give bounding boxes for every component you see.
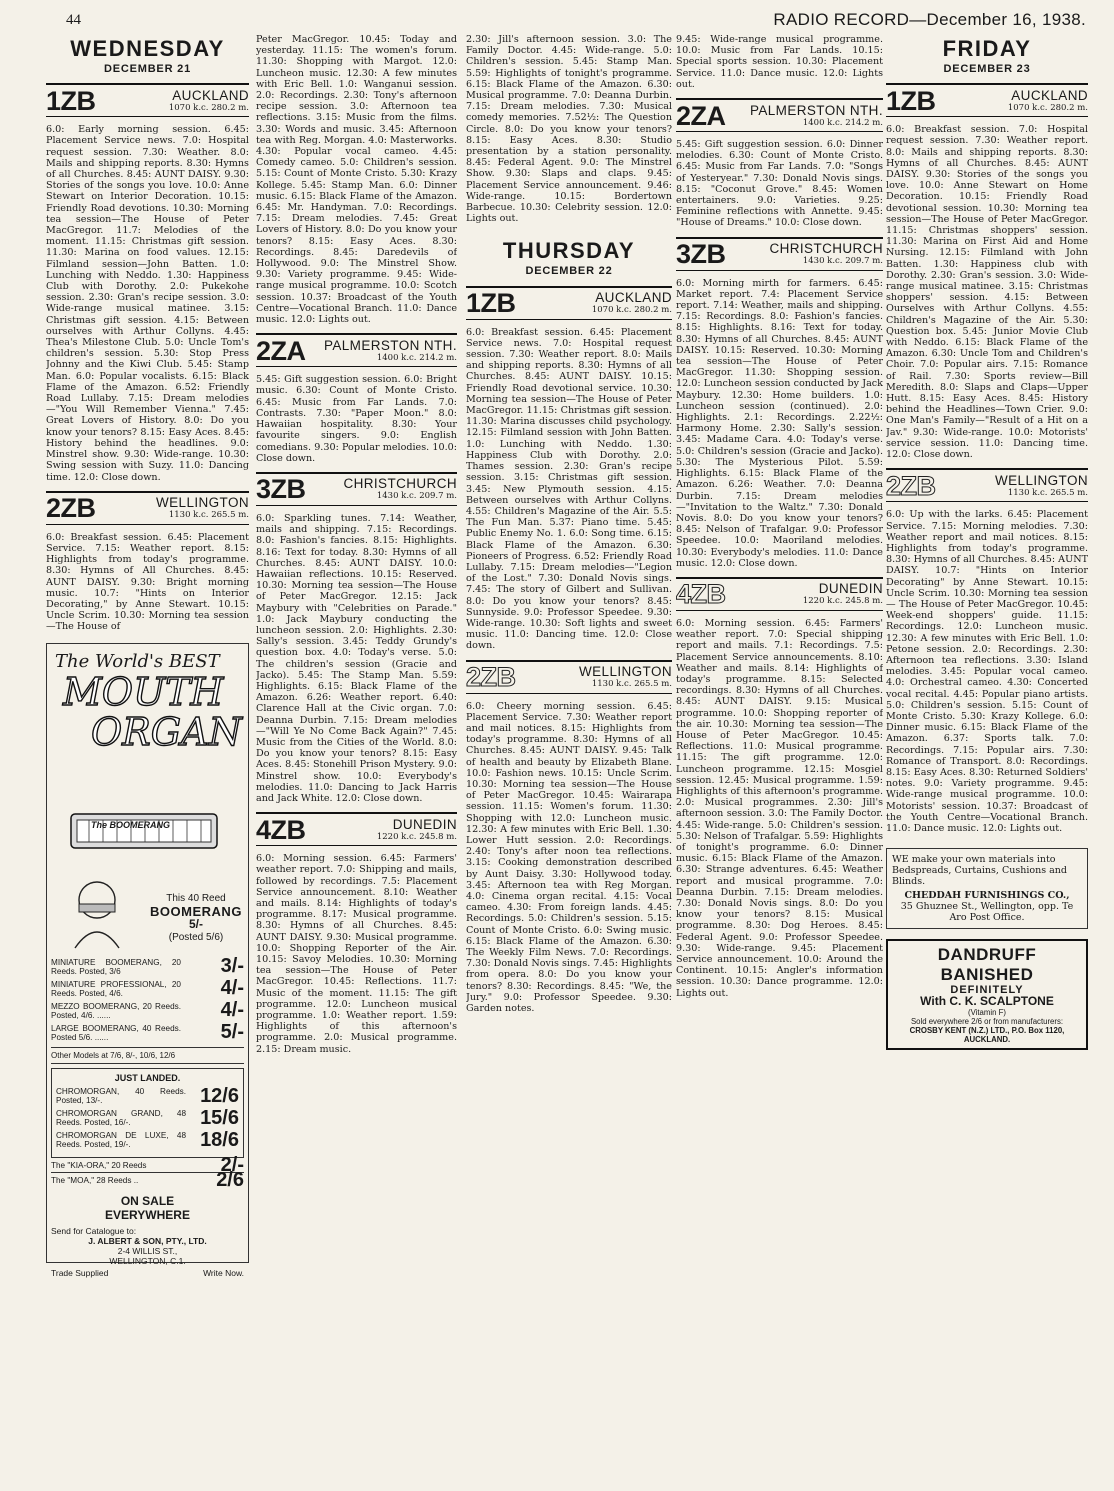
just-landed-box: JUST LANDED. CHROMORGAN, 40 Reeds. Posted, 13/-. 12/6 CHROMORGAN GRAND, 48 Reeds. Posted, 16/-. 15/6 CHROMORGAN DE LUXE, 48 Reeds. Posted, 19/-. 18/6 — [51, 1068, 244, 1158]
station-city: CHRISTCHURCH — [769, 241, 883, 257]
station-frequency: 1430 k.c. 209.7 m. — [802, 256, 883, 267]
station-frequency: 1070 k.c. 280.2 m. — [168, 102, 249, 113]
programme-listing: 6.0: Breakfast session. 6.45: Placement Service. 7.15: Weather report. 8.15: Highlights from today's programme. 8.30: Hymns of All Churches. 8.45: AUNT DAISY. 9.30: Bright morning music. 10.7: "Hints on Interior Decorating," by Anne Stewart. 10.15: Uncle Scrim. 10.30: Morning tea session—The House of — [46, 531, 249, 633]
programme-listing: Peter MacGregor. 10.45: Today and yesterday. 11.15: The women's forum. 11.30: Shopping with Margot. 12.0: Luncheon music. 12.30: A few minutes with Eric Bell. 1.0: Wanganui session. 2.0: Recordings. 2.30: Tony's afternoon recipe session. 3.0: Afternoon tea reflections. 3.15: Music from the films. 3.30: Words and music. 3.45: Afternoon tea with Reg. Morgan. 4.0: Masterworks. 4.30: Popular vocal cameo. 4.45: Comedy cameo. 5.0: Children's session. 5.15: Count of Monte Cristo. 5.30: Krazy Kollege. 5.45: Stamp Man. 6.0: Dinner music. 6.15: Black Flame of the Amazon. 6.45: Mr. Handyman. 7.0: Recordings. 7.15: Dream melodies. 7.45: Great Lovers of History. 8.0: Do you know your tenors? 8.15: Easy Aces. 8.30: Recordings. 8.45: Daredevils of Hollywood. 9.0: The Minstrel Show. 9.30: Variety programme. 9.45: Wide-range musical programme. 10.0: Scotch session. 10.37: Broadcast of the Youth Centre—Vocational Branch. 11.0: Dance music. 12.0: Lights out. — [256, 34, 457, 326]
day-heading-wednesday — [46, 36, 249, 75]
price-row: LARGE BOOMERANG, 40 Reeds. Posted 5/6. ...... 5/- — [51, 1021, 244, 1044]
station-call: 4ZB — [256, 814, 306, 845]
station-call: 1ZB — [46, 85, 96, 116]
station-call: 1ZB — [886, 85, 936, 116]
programme-listing: 6.0: Breakfast session. 6.45: Placement Service news. 7.0: Hospital request session. 7.30: Weather report. 8.0: Mails and shipping reports. 8.30: Hymns of all Churches. 8.45: AUNT DAISY. 10.15: Friendly Road devotional service. 10.30: Morning tea session—The House of Peter MacGregor. 11.15: Christmas gift session. 11.30: Marina discusses child psychology. 12.15: Filmland session with John Batten. 1.0: Lunching with Neddo. 1.30: Happiness Club with Dorothy. 2.0: Thames session. 2.30: Gran's recipe session. 3.15: Christmas gift session. 3.45: New Plymouth session. 4.15: Between ourselves with Arthur Collyns. 4.55: Children's Magazine of the Air. 5.5: The Fun Man. 5.37: Piano time. 5.45: Public Enemy No. 1. 6.0: Song time. 6.15: Black Flame of the Amazon. 6.30: Pioneers of Progress. 6.52: Friendly Road Lullaby. 7.15: Dream melodies—"Legion of the Lost." 7.30: Donald Novis sings. 7.45: The story of Gilbert and Sullivan. 8.0: Do you know your tenors? 8.45: Sunnyside. 9.0: Professor Speedee. 9.30: Wide-range. 10.30: Soft lights and sweet music. 11.0: Dancing time. 12.0: Close down. — [466, 326, 672, 652]
day-title: THURSDAY — [502, 238, 636, 264]
station-call: 2ZB — [886, 470, 936, 501]
station-city: PALMERSTON NTH. — [749, 102, 883, 118]
station-call: 3ZB — [676, 239, 726, 270]
boomerang-offer: This 40 Reed BOOMERANG 5/- (Posted 5/6) — [150, 892, 242, 943]
station-header-1zb — [46, 83, 249, 117]
station-frequency: 1130 k.c. 265.5 m. — [591, 679, 672, 690]
programme-listing: 6.0: Morning session. 6.45: Farmers' weather report. 7.0: Special shipping report and mails. 7.1: Recordings. 7.5: Placement Service announcements. 8.10: Weather and mails. 8.14: Highlights of today's programme. 8.15: Selected recordings. 8.30: Hymns of all Churches. 8.45: AUNT DAISY. 9.15: Musical programme. 10.0: Shopping reporter of the air. 10.30: Morning tea session—The House of Peter MacGregor. 10.45: Reflections. 11.0: Musical programme. 11.15: The gift programme. 12.0: Luncheon programme. 12.15: Mosgiel session. 12.45: Musical programme. 1.59: Highlights of this afternoon's programme. 2.0: Musical programmes. 2.30: Jill's afternoon session. 3.0: The Family Doctor. 4.45: Wide-range. 5.0: Children's session. 5.30: Nelson of Trafalgar. 5.59: Highlights of tonight's programme. 6.0: Dinner music. 6.15: Black Flame of the Amazon. 6.30: Strange adventures. 6.45: Weather report and musical programme. 7.0: Deanna Durbin. 7.15: Dream melodies. 7.30: Donald Novis sings. 8.0: Do you know your tenors? 8.15: Musical programme. 8.30: Dog Heroes. 8.45: Federal Agent. 9.0: Professor Speedee. 9.30: Wide-range. 9.45: Placement Service announcement. 10.0: Around the Continent. 10.15: Angler's information session. 10.30: Dance programme. 12.0: Lights out. — [676, 617, 883, 999]
ad-headline: MOUTH — [63, 669, 224, 714]
station-city: AUCKLAND — [595, 290, 672, 306]
column-4 — [676, 34, 883, 1484]
station-header-2za — [676, 98, 883, 132]
ad-product: With C. K. SCALPTONE — [920, 994, 1054, 1009]
programme-listing: 9.45: Wide-range musical programme. 10.0: Music from Far Lands. 10.15: Special sports session. 10.30: Placement Service. 11.0: Dance music. 12.0: Lights out. — [676, 34, 883, 90]
station-city: PALMERSTON NTH. — [323, 337, 457, 353]
station-city: CHRISTCHURCH — [343, 476, 457, 492]
day-title: FRIDAY — [942, 36, 1032, 61]
station-frequency: 1430 k.c. 209.7 m. — [376, 491, 457, 502]
price-row: MINIATURE PROFESSIONAL, 20 Reeds. Posted, 4/6. 4/- — [51, 977, 244, 1000]
station-header-1zb — [886, 83, 1088, 117]
day-date: DECEMBER 21 — [103, 63, 192, 75]
price-row: The "MOA," 28 Reeds .. 2/6 — [51, 1169, 244, 1192]
ad-headline: ORGAN — [91, 709, 242, 754]
ad-address: 35 Ghuznee St., Wellington, opp. Te Aro Post Office. — [900, 901, 1074, 924]
station-city: AUCKLAND — [1011, 87, 1088, 103]
player-illustration — [57, 870, 137, 950]
station-header-2za — [256, 333, 457, 367]
station-city: WELLINGTON — [578, 664, 672, 680]
column-3 — [466, 34, 672, 1484]
price-list — [51, 955, 244, 1044]
mouth-organ-advertisement — [46, 643, 249, 1278]
page-header — [0, 8, 1114, 32]
programme-listing: 5.45: Gift suggestion session. 6.0: Bright music. 6.30: Count of Monte Cristo. 6.45: Music from Far Lands. 7.0: Contrasts. 7.30: "Paper Moon." 8.0: Hawaiian hospitality. 8.30: Your favourite singers. 9.0: English comedians. 9.30: Popular melodies. 10.0: Close down. — [256, 374, 457, 464]
ad-body: WE make your own materials into Bedspreads, Curtains, Cushions and Blinds. — [892, 854, 1067, 888]
column-2 — [256, 34, 457, 1484]
station-frequency: 1130 k.c. 265.5 m. — [168, 510, 249, 521]
price-row: CHROMORGAN GRAND, 48 Reeds. Posted, 16/-. 15/6 — [56, 1106, 239, 1129]
station-call: 2ZA — [676, 100, 726, 131]
day-heading-thursday — [466, 238, 672, 277]
ad-title: The World's BEST — [55, 650, 220, 672]
station-header-4zb — [676, 577, 883, 611]
ad-company: CHEDDAH FURNISHINGS CO., — [904, 890, 1070, 902]
day-heading-friday — [886, 36, 1088, 75]
programme-listing: 2.30: Jill's afternoon session. 3.0: The Family Doctor. 4.45: Wide-range. 5.0: Children's session. 5.45: Stamp Man. 5.59: Highlights of tonight's programme. 6.15: Black Flame of the Amazon. 6.30: Musical programme. 7.0: Deanna Durbin. 7.15: Dream melodies. 7.30: Musical comedy memories. 7.52½: The Question Circle. 8.0: Do you know your tenors? 8.15: Easy Aces. 8.30: Studio presentation by a station personality. 8.45: Federal Agent. 9.0: The Minstrel Show. 9.30: Slaps and claps. 9.45: Placement Service announcement. 9.46: Wide-range. 10.15: Bordertown Barbecue. 10.30: Celebrity session. 12.0: Lights out. — [466, 34, 672, 225]
station-frequency: 1400 k.c. 214.2 m. — [376, 352, 457, 363]
programme-listing: 6.0: Morning session. 6.45: Farmers' weather report. 7.0: Shipping and mails, followed by recordings. 7.5: Placement Service announcement. 8.10: Weather and mails. 8.14: Highlights of today's programme. 8.17: Musical programme. 8.30: Hymns of all Churches. 8.45: AUNT DAISY. 9.30: Musical programme. 10.0: Shopping Reporter of the Air. 10.15: Savoy Melodies. 10.30: Morning tea session—The House of Peter MacGregor. 10.45: Reflections. 11.7: Music of the moment. 11.15: The gift programme. 12.0: Luncheon musical programme. 1.0: Weather report. 1.59: Highlights of this afternoon's programme. 2.0: Musical programme. 2.15: Dream music. — [256, 853, 457, 1055]
station-header-1zb — [466, 286, 672, 320]
station-header-2zb — [466, 660, 672, 694]
programme-listing: 6.0: Cheery morning session. 6.45: Placement Service. 7.30: Weather report and mail notices. 8.15: Highlights from today's programme. 8.30: Hymns of all Churches. 8.45: AUNT DAISY. 9.45: Talk of health and beauty by Elizabeth Blane. 10.0: Fashion news. 10.15: Uncle Scrim. 10.30: Morning tea session—The House of Peter MacGregor. 10.45: Wairarapa session. 11.15: Women's forum. 11.30: Shopping with 12.0: Luncheon music. 12.30: A few minutes with Eric Bell. 1.30: Lower Hutt session. 2.0: Recordings. 2.40: Tony's after noon tea reflections. 3.15: Cooking demonstration described by Aunt Daisy. 3.30: Hollywood today. 3.45: Afternoon tea with Reg Morgan. 4.0: Cinema organ recital. 4.15: Vocal cameo. 4.30: From foreign lands. 4.45: Recordings. 5.0: Children's session. 5.15: Count of Monte Cristo. 6.0: Swing music. 6.15: Black Flame of the Amazon. 6.30: The Weekly Film News. 7.0: Recordings. 7.30: Donald Novis sings. 7.45: Highlights from opera. 8.0: Do you know your tenors? 8.30: Recordings. 8.45: "We, the Jury." 9.0: Professor Speedee. 9.30: Garden notes. — [466, 700, 672, 1015]
programme-listing: 6.0: Morning mirth for farmers. 6.45: Market report. 7.4: Placement Service report. 7.14: Weather, mails and shipping. 7.15: Recordings. 8.0: Fashion's fancies. 8.15: Highlights. 8.16: Text for today. 8.30: Hymns of all Churches. 8.45: AUNT DAISY. 10.15: Reserved. 10.30: Morning tea session—The House of Peter MacGregor. 11.30: Shopping session. 12.0: Luncheon session conducted by Jack Maybury. 12.30: Home builders. 1.0: Luncheon session (continued). 2.0: Highlights. 2.1: Recordings. 2.22½: Harmony Home. 2.30: Sally's session. 3.45: Madame Cara. 4.0: Today's verse. 5.0: Children's session (Gracie and Jacko). 5.30: The Mysterious Pilot. 5.59: Highlights. 6.15: Black Flame of the Amazon. 6.26: Weather. 7.0: Deanna Durbin. 7.15: Dream melodies—"Invitation to the Waltz." 7.30: Donald Novis. 8.0: Do you know your tenors? 8.45: Nelson of Trafalgar. 9.0: Professor Speedee. 10.0: Maoriland melodies. 10.30: Everybody's melodies. 11.0: Dance music. 12.0: Close down. — [676, 277, 883, 569]
write-now: Write Now. — [203, 1267, 244, 1278]
column-1 — [46, 34, 249, 1484]
masthead: RADIO RECORD—December 16, 1938. — [773, 10, 1086, 29]
station-call: 1ZB — [466, 288, 516, 319]
price-row: The "KIA-ORA," 20 Reeds 2/- — [51, 1153, 244, 1176]
column-5 — [886, 34, 1088, 1484]
station-header-3zb — [676, 237, 883, 271]
station-city: WELLINGTON — [155, 495, 249, 511]
programme-listing: 6.0: Early morning session. 6.45: Placement Service news. 7.0: Hospital request session. 7.30: Weather. 8.0: Mails and shipping reports. 8.30: Hymns of all Churches. 8.45: AUNT DAISY. 9.30: Stories of the songs you love. 10.0: Anne Stewart on Interior Decoration. 10.15: Friendly Road devotions. 10.30: Morning tea session—The House of Peter MacGregor. 11.7: Melodies of the moment. 11.15: Christmas gift session. 11.30: Marina on food values. 12.15: Filmland session—John Batten. 1.0: Lunching with Neddo. 1.30: Happiness Club with Dorothy. 2.0: Pukekohe session. 2.30: Gran's recipe session. 3.0: Wide-range musical matinee. 3.15: Christmas gift session. 4.15: Between ourselves with Arthur Collyns. 4.45: Thea's Milestone Club. 5.0: Uncle Tom's children's session. 5.30: Stop Press Johnny and the Kiwi Club. 5.45: Stamp Man. 6.0: Popular vocalists. 6.15: Black Flame of the Amazon. 6.52: Friendly Road Lullaby. 7.15: Dream melodies—"You Will Remember Vienna." 7.45: Great Lovers of History. 8.0: Do you know your tenors? 8.15: Easy Aces. 8.45: History behind the headlines. 9.0: Minstrel show. 9.30: Wide-range. 10.30: Swing session with Suzy. 11.0: Dancing time. 12.0: Close down. — [46, 124, 249, 483]
harmonica-brand: The BOOMERANG — [91, 819, 171, 830]
price-row: CHROMORGAN, 40 Reeds. Posted, 13/-. 12/6 — [56, 1084, 239, 1107]
station-frequency: 1220 k.c. 245.8 m. — [802, 596, 883, 607]
cheddah-advertisement — [886, 848, 1088, 929]
station-call: 3ZB — [256, 474, 306, 505]
price-row: MINIATURE BOOMERANG, 20 Reeds. Posted, 3/6 3/- — [51, 955, 244, 978]
programme-listing: 6.0: Up with the larks. 6.45: Placement Service. 7.15: Morning melodies. 7.30: Weather report and mail notices. 8.15: Highlights from today's programme. 8.30: Hymns of all Churches. 8.45: AUNT DAISY. 10.7: "Hints on Interior Decorating" by Anne Stewart. 10.15: Uncle Scrim. 10.30: Morning tea session — The House of Peter MacGregor. 10.45: Week-end shoppers' guide. 11.15: Recordings. 12.0: Luncheon music. 12.30: A few minutes with Eric Bell. 1.0: Petone session. 2.0: Recordings. 2.30: Afternoon tea reflections. 3.30: Island melodies. 3.45: Popular vocal cameo. 4.0: Orchestral cameo. 4.30: Concerted vocal recital. 4.45: Popular piano artists. 5.0: Children's session. 5.15: Count of Monte Cristo. 5.30: Krazy Kollege. 6.0: Dinner music. 6.15: Black Flame of the Amazon. 6.37: Sports talk. 7.0: Recordings. 7.15: Popular airs. 7.30: Romance of Transport. 8.0: Recordings. 8.15: Easy Aces. 8.30: Returned Soldiers' notes. 9.0: Variety programme. 9.45: Wide-range musical programme. 10.0: Motorists' session. 10.37: Broadcast of the Youth Centre—Vocational Branch. 11.0: Dance music. 12.0: Lights out. — [886, 509, 1088, 834]
station-frequency: 1070 k.c. 280.2 m. — [1007, 102, 1088, 113]
station-frequency: 1400 k.c. 214.2 m. — [802, 117, 883, 128]
dandruff-advertisement — [886, 939, 1088, 1049]
station-call: 2ZB — [46, 493, 96, 524]
ad-sold: Sold everywhere 2/6 or from manufacturers: — [910, 1016, 1064, 1026]
station-call: 2ZA — [256, 335, 306, 366]
station-header-3zb — [256, 472, 457, 506]
ad-headline: DANDRUFF BANISHED — [937, 945, 1037, 985]
station-header-4zb — [256, 812, 457, 846]
page-number: 44 — [66, 12, 81, 28]
other-models: Other Models at 7/6, 8/-, 10/6, 12/6 — [51, 1047, 244, 1064]
everywhere: EVERYWHERE — [105, 1207, 190, 1222]
ad-vitamin: (Vitamin F) — [968, 1007, 1006, 1017]
harmonica-illustration — [69, 802, 219, 862]
day-title: WEDNESDAY — [70, 36, 225, 61]
ad-maker: CROSBY KENT (N.Z.) LTD., P.O. Box 1120, AUCKLAND. — [909, 1025, 1065, 1044]
station-city: DUNEDIN — [392, 816, 457, 832]
station-frequency: 1220 k.c. 245.8 m. — [376, 831, 457, 842]
day-date: DECEMBER 22 — [525, 265, 613, 278]
station-call: 2ZB — [466, 662, 516, 693]
station-city: DUNEDIN — [818, 581, 883, 597]
price-row: MEZZO BOOMERANG, 20 Reeds. Posted, 4/6. ...... 4/- — [51, 999, 244, 1022]
station-city: WELLINGTON — [994, 472, 1088, 488]
station-header-2zb — [886, 468, 1088, 502]
programme-listing: 5.45: Gift suggestion session. 6.0: Dinner melodies. 6.30: Count of Monte Cristo. 6.45: Music from Far Lands. 7.0: "Songs of Yesteryear." 7.30: Donald Novis sings. 8.15: "Coconut Grove." 8.45: Women entertainers. 9.0: Varieties. 9.25: Feminine reflections with Annette. 9.45: "House of Dreams." 10.0: Close down. — [676, 139, 883, 229]
day-date: DECEMBER 23 — [943, 63, 1031, 75]
station-frequency: 1070 k.c. 280.2 m. — [591, 305, 672, 316]
station-city: AUCKLAND — [172, 87, 249, 103]
station-header-2zb — [46, 491, 249, 525]
on-sale: ON SALE — [120, 1193, 175, 1208]
ad-subheadline: DEFINITELY — [950, 984, 1024, 997]
programme-listing: 6.0: Breakfast session. 7.0: Hospital request session. 7.30: Weather report. 8.0: Mails and shipping reports. 8.30: Hymns of all Churches. 8.45: AUNT DAISY. 9.30: Stories of the songs you love. 10.0: Anne Stewart on Home Decoration. 10.15: Friendly Road devotional session. 10.30: Morning tea session—The House of Peter MacGregor. 11.15: Christmas shoppers' session. 11.30: Marina on First Aid and Home Nursing. 12.15: Filmland with John Batten. 1.30: Happiness club with Dorothy. 2.30: Gran's session. 3.0: Wide-range musical matinee. 3.15: Christmas shoppers' session. 4.15: Between Ourselves with Arthur Collyns. 4.55: Children's Magazine of the Air. 5.30: Question box. 5.45: Junior Movie Club with Neddo. 6.15: Black Flame of the Amazon. 6.30: Uncle Tom and Children's Choir. 7.0: Popular airs. 7.15: Romance of Rail. 7.30: Sports review—Bill Meredith. 8.0: Slaps and Claps—Upper Hutt. 8.15: Easy Aces. 8.45: History behind the Headlines—Town Crier. 9.0: One Man's Family—"Result of a Hit on a Jav." 9.30: Wide-range. 10.0: Motorists' service session. 11.0: Dancing time. 12.0: Close down. — [886, 124, 1088, 461]
price-row: CHROMORGAN DE LUXE, 48 Reeds. Posted, 19/-. 18/6 — [56, 1128, 239, 1151]
station-frequency: 1130 k.c. 265.5 m. — [1007, 487, 1088, 498]
catalogue-address: Send for Catalogue to: J. ALBERT & SON, PTY., LTD. 2-4 WILLIS ST., WELLINGTON, C.1. — [51, 1225, 207, 1266]
trade-supplied: Trade Supplied — [51, 1267, 109, 1278]
programme-listing: 6.0: Sparkling tunes. 7.14: Weather, mails and shipping. 7.15: Recordings. 8.0: Fashion's fancies. 8.15: Highlights. 8.16: Text for today. 8.30: Hymns of all Churches. 8.45: AUNT DAISY. 10.0: Hawaiian reflections. 10.15: Reserved. 10.30: Morning tea session—The House of Peter MacGregor. 12.15: Jack Maybury with "Celebrities on Parade." 1.0: Jack Maybury conducting the luncheon session. 2.0: Highlights. 2.30: Sally's session. 3.45: Teddy Grundy's question box. 4.0: Today's verse. 5.0: The children's session (Gracie and Jacko). 5.45: The Stamp Man. 5.59: Highlights. 6.15: Black Flame of the Amazon. 6.26: Weather report. 6.40: Clarence Hall at the Civic organ. 7.0: Deanna Durbin. 7.15: Dream melodies—"Will Ye No Come Back Again?" 7.45: Music from the Cities of the World. 8.0: Do you know your tenors? 8.15: Easy Aces. 8.45: Stonehill Prison Mystery. 9.0: Minstrel show. 10.0: Everybody's melodies. 11.0: Dancing to Jack Harris and Jack White. 12.0: Close down. — [256, 512, 457, 804]
station-call: 4ZB — [676, 579, 726, 610]
